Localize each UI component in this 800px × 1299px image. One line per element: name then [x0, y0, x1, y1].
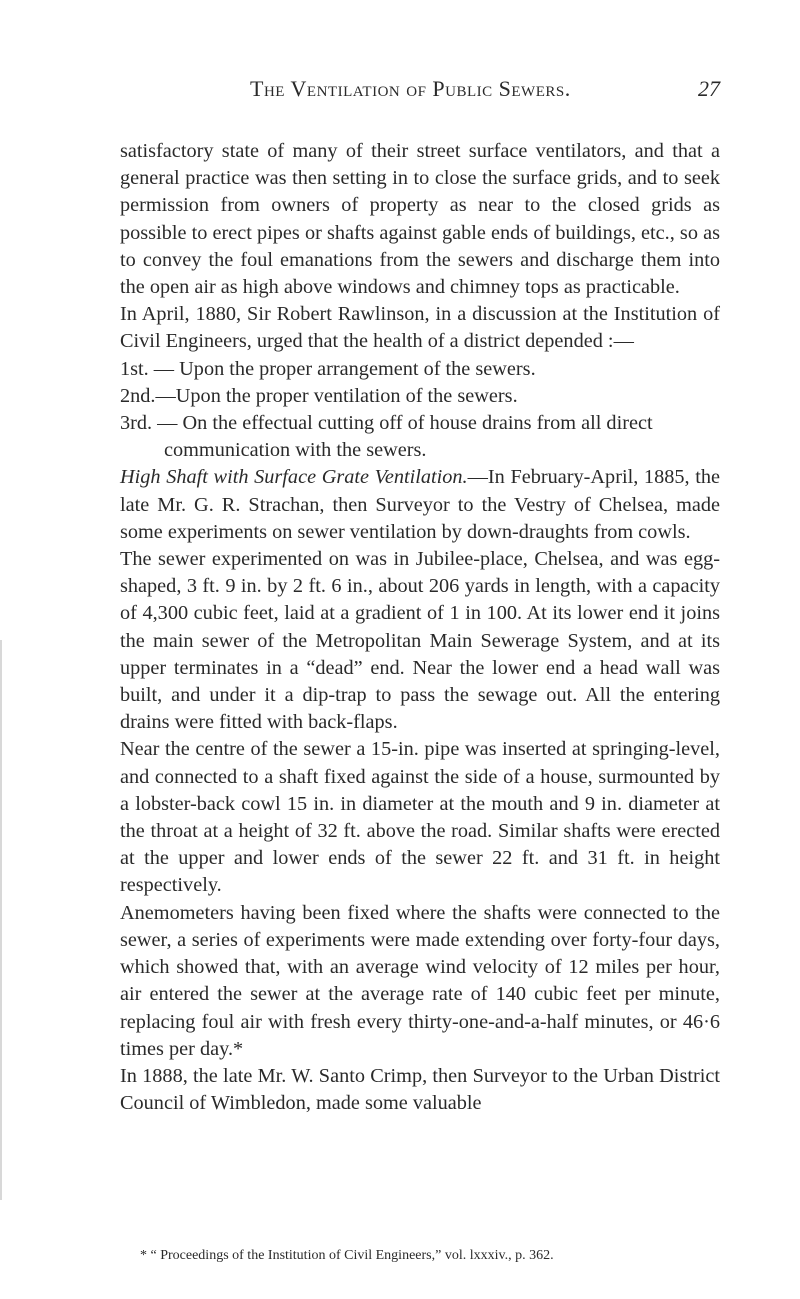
paragraph-2: In April, 1880, Sir Robert Rawlinson, in a discussion at the Institution of Civil Engineers, urged that the health of a district depended :—	[120, 303, 720, 353]
page-edge-shadow	[0, 640, 2, 1200]
page-header	[200, 76, 720, 106]
list-item-1: 1st. — Upon the proper arrangement of the sewers.	[120, 357, 536, 380]
paragraph-4: The sewer experimented on was in Jubilee-place, Chelsea, and was egg-shaped, 3 ft. 9 in. by 2 ft. 6 in., about 206 yards in length, with a capacity of 4,300 cubic feet, laid at a gradient of 1 in 100. At its lower end it joins the main sewer of the Metropolitan Main Sewerage System, and at its upper terminates in a “dead” end. Near the lower end a head wall was built, and under it a dip-trap to pass the sewage out. All the entering drains were fitted with back-flaps.	[120, 548, 720, 734]
paragraph-6: Anemometers having been fixed where the shafts were connected to the sewer, a series of experiments were made extending over forty-four days, which showed that, with an average wind velocity of 12 miles per hour, air entered the sewer at the average rate of 140 cubic feet per minute, replacing foul air with fresh every thirty-one-and-a-half minutes, or 46·6 times per day.*	[120, 901, 720, 1060]
paragraph-3-text: —In February-April, 1885, the late Mr. G. R. Strachan, then Surveyor to the Vestry of Chelsea, made some experiments on sewer ventilation by down-draughts from cowls.	[120, 466, 720, 543]
section-heading: High Shaft with Surface Grate Ventilation.	[120, 466, 468, 489]
paragraph-1: satisfactory state of many of their street surface ventilators, and that a general practice was then setting in to close the surface grids, and to seek permission from owners of property as near to the closed grids as possible to erect pipes or shafts against gable ends of buildings, etc., so as to convey the foul emanations from the sewers and discharge them into the open air as high above windows and chimney tops as practicable.	[120, 140, 720, 299]
list-item-3: 3rd. — On the effectual cutting off of house drains from all direct communication with the sewers.	[120, 412, 653, 462]
body-text	[120, 138, 720, 1117]
page-number: 27	[698, 76, 720, 101]
paragraph-7: In 1888, the late Mr. W. Santo Crimp, then Surveyor to the Urban District Council of Wimbledon, made some valuable	[120, 1064, 720, 1115]
running-head: The Ventilation of Public Sewers.	[250, 76, 571, 101]
paragraph-5: Near the centre of the sewer a 15-in. pipe was inserted at springing-level, and connected to a shaft fixed against the side of a house, surmounted by a lobster-back cowl 15 in. in diameter at the mouth and 9 in. diameter at the throat at a height of 32 ft. above the road. Similar shafts were erected at the upper and lower ends of the sewer 22 ft. and 31 ft. in height respectively.	[120, 738, 720, 897]
footnote: * “ Proceedings of the Institution of Civil Engineers,” vol. lxxxiv., p. 362.	[140, 1248, 554, 1263]
list-item-2: 2nd.—Upon the proper ventilation of the sewers.	[120, 384, 518, 407]
paragraph-3	[120, 464, 720, 546]
